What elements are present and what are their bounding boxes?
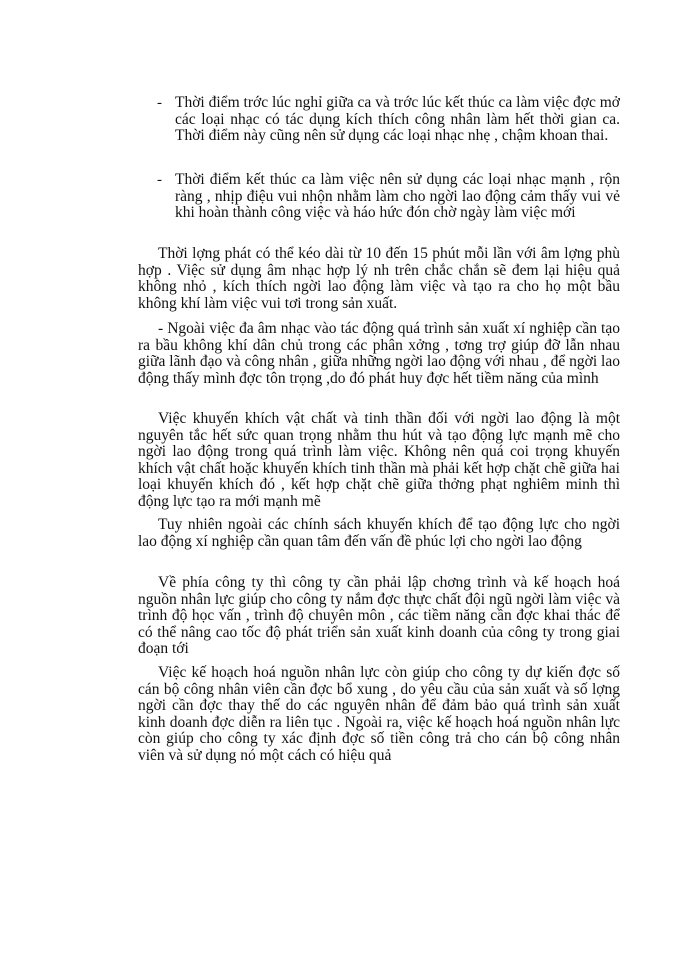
paragraph: Việc khuyến khích vật chất và tinh thần đối với ngời lao động là một nguyên tắc hết sức quan trọng nhằm thu hút và tạo động lực mạnh mẽ cho ngời lao động trong quá trình làm việc. Không nên quá coi trọng khuyến khích vật chất hoặc khuyến khích tinh thần mà phải kết hợp chặt chẽ giữa hai loại khuyến khích đó , kết hợp chặt chẽ giữa thởng phạt nghiêm minh thì động lực tạo ra mới mạnh mẽ [138, 410, 620, 510]
bullet-marker: - [157, 172, 162, 188]
paragraph: - Ngoài việc đa âm nhạc vào tác động quá trình sản xuất xí nghiệp cần tạo ra bầu không khí dân chủ trong các phân xởng , tơng trợ giúp đỡ lẫn nhau giữa lãnh đạo và công nhân , giữa những ngời lao động với nhau , để ngời lao động thấy mình đợc tôn trọng ,do đó phát huy đợc hết tiềm năng của mình [138, 320, 620, 387]
paragraph: Về phía công ty thì công ty cần phải lập chơng trình và kế hoạch hoá nguồn nhân lực giúp cho công ty nắm đợc thực chất đội ngũ ngời làm việc và trình độ học vấn , trình độ chuyên môn , các tiềm năng cần đợc khai thác để có thể nâng cao tốc độ phát triển sản xuất kinh doanh của công ty trong giai đoạn tới [138, 574, 620, 657]
paragraph: Tuy nhiên ngoài các chính sách khuyến khích để tạo động lực cho ngời lao động xí nghiệp cần quan tâm đến vấn đề phúc lợi cho ngời lao động [138, 516, 620, 550]
bullet-marker: - [157, 95, 162, 111]
paragraph: Thời lợng phát có thể kéo dài từ 10 đến 15 phút mỗi lần với âm lợng phù hợp . Việc sử dụng âm nhạc hợp lý nh trên chắc chắn sẽ đem lại hiệu quả không nhỏ , kích thích ngời lao động làm việc và tạo ra cho họ một bầu không khí làm việc vui tơi trong sản xuất. [138, 245, 620, 312]
paragraph: Việc kế hoạch hoá nguồn nhân lực còn giúp cho công ty dự kiến đợc số cán bộ công nhân viên cần đợc bổ xung , do yêu cầu của sản xuất và số lợng ngời cần đợc thay thế do các nguyên nhân để đảm bảo quá trình sản xuất kinh doanh đợc diễn ra liên tục . Ngoài ra, việc kế hoạch hoá nguồn nhân lực còn giúp cho công ty xác định đợc số tiền công trả cho cán bộ công nhân viên và sử dụng nó một cách có hiệu quả [138, 664, 620, 764]
bullet-item: Thời điểm trớc lúc nghỉ giữa ca và trớc lúc kết thúc ca làm việc đợc mở các loại nhạc có tác dụng kích thích công nhân làm hết thời gian ca. Thời điểm này cũng nên sử dụng các loại nhạc nhẹ , chậm khoan thai. [175, 94, 620, 144]
bullet-item: Thời điểm kết thúc ca làm việc nên sử dụng các loại nhạc mạnh , rộn ràng , nhịp điệu vui nhộn nhằm làm cho ngời lao động cảm thấy vui vẻ khi hoàn thành công việc và háo hức đón chờ ngày làm việc mới [175, 171, 620, 221]
